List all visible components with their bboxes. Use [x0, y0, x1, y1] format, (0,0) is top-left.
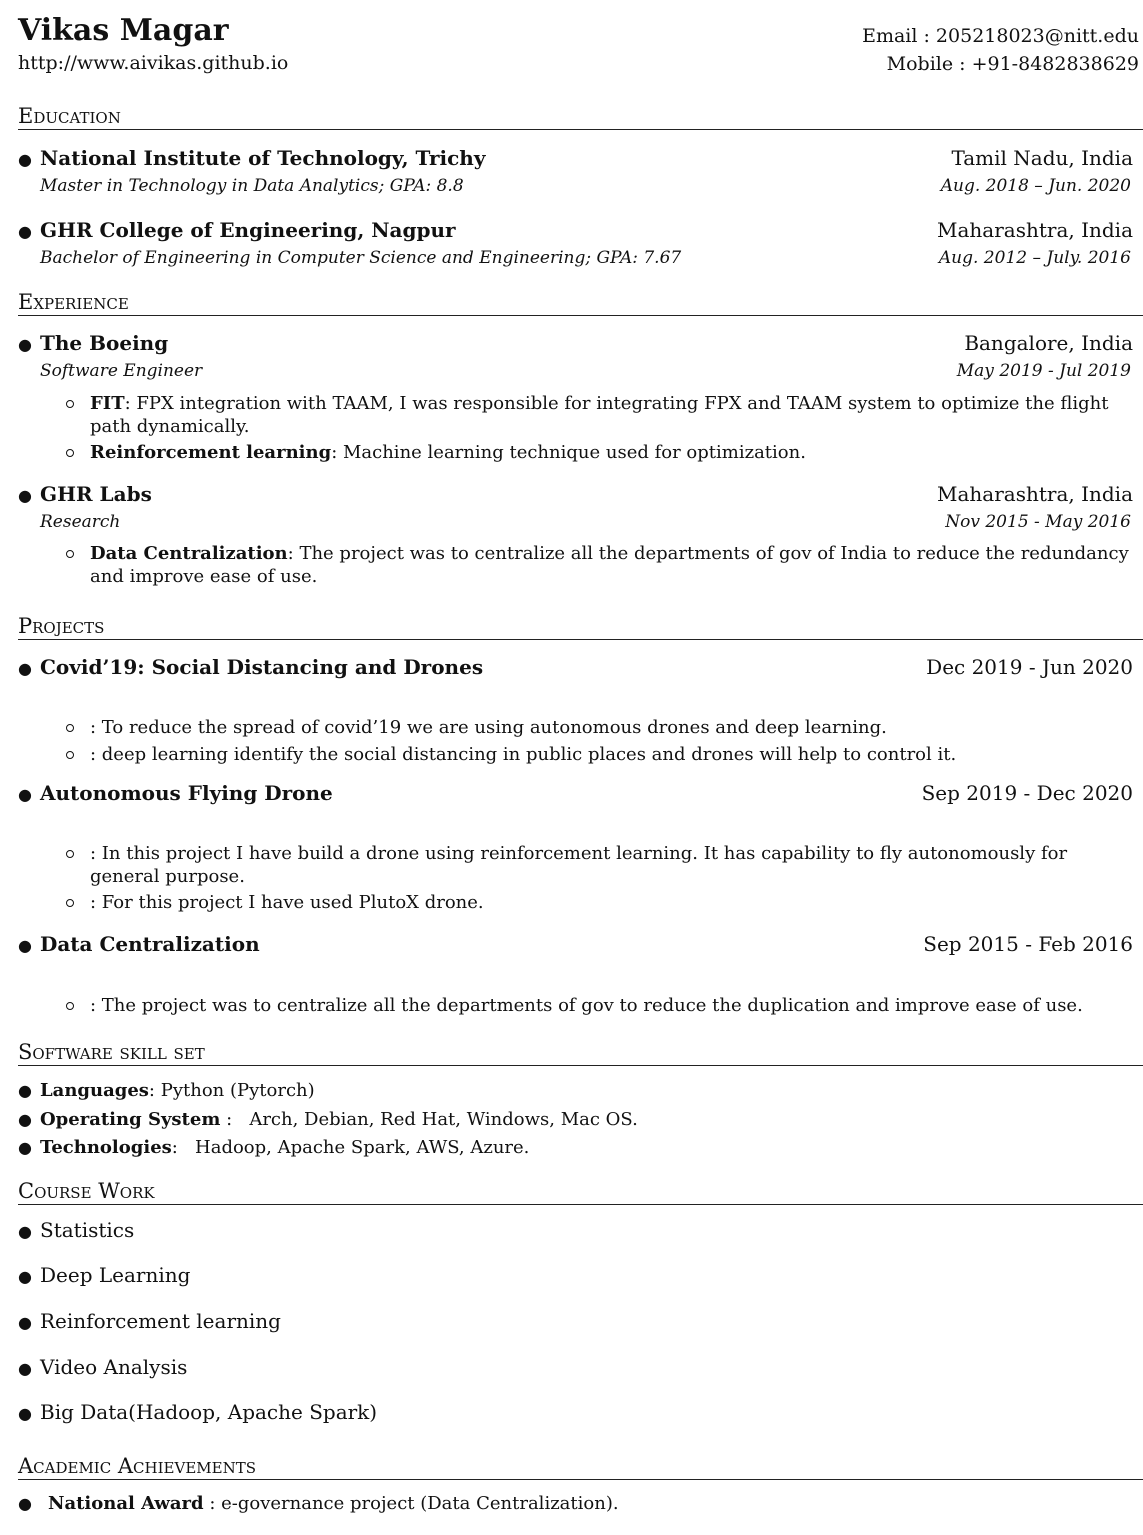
list-item: ● Video Analysis — [18, 1355, 188, 1379]
project-items — [66, 995, 1141, 1022]
bullet-icon: ● — [18, 785, 32, 804]
list-item: : In this project I have build a drone using reinforcement learning. It has capability to fly autonomously for general purpose. — [66, 843, 1141, 888]
project-entry — [18, 932, 1133, 958]
education-entry — [18, 218, 1133, 269]
company: The Boeing — [40, 331, 169, 355]
section-projects: Projects — [18, 614, 1143, 640]
bullet-icon: ● — [18, 1222, 32, 1241]
project-items — [66, 843, 1141, 919]
section-coursework: Course Work — [18, 1179, 1143, 1205]
location: Tamil Nadu, India — [951, 146, 1133, 170]
list-item: ● Reinforcement learning — [18, 1309, 281, 1333]
location: Maharashtra, India — [937, 482, 1133, 506]
institution: GHR College of Engineering, Nagpur — [40, 218, 456, 242]
education-entry — [18, 146, 1133, 197]
list-item: ● Languages : Python (Pytorch) — [18, 1080, 315, 1101]
list-item: FIT: FPX integration with TAAM, I was responsible for integrating FPX and TAAM system to optimize the flight path dynamically. — [66, 393, 1141, 438]
list-item: Reinforcement learning: Machine learning technique used for optimization. — [66, 442, 1141, 465]
dates: Sep 2015 - Feb 2016 — [923, 932, 1133, 956]
bullet-icon: ● — [18, 1109, 32, 1129]
project-title: Covid’19: Social Distancing and Drones — [40, 655, 484, 679]
bullet-icon: ● — [18, 1138, 32, 1157]
project-items — [66, 717, 1141, 770]
list-item: ● Statistics — [18, 1218, 135, 1242]
candidate-name: Vikas Magar — [18, 13, 229, 48]
bullet-icon: ● — [18, 222, 32, 241]
email[interactable]: Email : 205218023@nitt.edu — [862, 25, 1139, 47]
dates: May 2019 - Jul 2019 — [956, 360, 1131, 381]
circle-bullet-icon — [66, 850, 74, 858]
project-title: Autonomous Flying Drone — [40, 781, 333, 805]
location: Bangalore, India — [964, 331, 1133, 355]
dates: Aug. 2018 – Jun. 2020 — [940, 175, 1131, 196]
website-link[interactable]: http://www.aivikas.github.io — [18, 52, 289, 74]
section-skills: Software skill set — [18, 1040, 1143, 1066]
contact-info — [862, 22, 1139, 78]
bullet-icon: ● — [18, 1313, 32, 1332]
project-entry — [18, 781, 1133, 807]
bullet-icon: ● — [18, 1081, 32, 1100]
bullet-icon: ● — [18, 150, 32, 169]
dates: Aug. 2012 – July. 2016 — [938, 247, 1131, 268]
bullet-icon: ● — [18, 1494, 32, 1513]
bullet-icon: ● — [18, 936, 32, 955]
circle-bullet-icon — [66, 550, 74, 558]
experience-items — [66, 393, 1141, 469]
achievements-list — [18, 1493, 1133, 1516]
experience-entry — [18, 331, 1133, 382]
institution: National Institute of Technology, Trichy — [40, 146, 486, 170]
dates: Sep 2019 - Dec 2020 — [921, 781, 1133, 805]
bullet-icon: ● — [18, 1267, 32, 1286]
section-achievements: Academic Achievements — [18, 1454, 1143, 1480]
list-item: ● Deep Learning — [18, 1263, 191, 1287]
section-education: Education — [18, 104, 1143, 130]
experience-entry — [18, 482, 1133, 533]
circle-bullet-icon — [66, 400, 74, 408]
list-item: : For this project I have used PlutoX drone. — [66, 892, 1141, 915]
mobile: Mobile : +91-8482838629 — [886, 53, 1139, 75]
list-item: ● National Award : e-governance project (Data Centralization). — [18, 1493, 619, 1514]
bullet-icon: ● — [18, 335, 32, 354]
bullet-icon: ● — [18, 486, 32, 505]
list-item: ● Big Data(Hadoop, Apache Spark) — [18, 1400, 378, 1424]
circle-bullet-icon — [66, 1002, 74, 1010]
skills-list — [18, 1080, 1133, 1160]
section-experience: Experience — [18, 290, 1143, 316]
list-item: : deep learning identify the social distancing in public places and drones will help to control it. — [66, 744, 1141, 767]
list-item: Data Centralization: The project was to centralize all the departments of gov of India to reduce the redundancy and improve ease of use. — [66, 543, 1141, 588]
experience-items — [66, 543, 1141, 592]
bullet-icon: ● — [18, 1359, 32, 1378]
list-item: ● Operating System : Arch, Debian, Red Hat, Windows, Mac OS. — [18, 1108, 638, 1130]
list-item: : To reduce the spread of covid’19 we are using autonomous drones and deep learning. — [66, 717, 1141, 740]
circle-bullet-icon — [66, 724, 74, 732]
dates: Nov 2015 - May 2016 — [945, 511, 1131, 532]
project-entry — [18, 655, 1133, 681]
role: Research — [40, 511, 121, 532]
degree: Master in Technology in Data Analytics; GPA: 8.8 — [40, 175, 464, 196]
circle-bullet-icon — [66, 899, 74, 907]
circle-bullet-icon — [66, 449, 74, 457]
degree: Bachelor of Engineering in Computer Science and Engineering; GPA: 7.67 — [40, 247, 682, 268]
role: Software Engineer — [40, 360, 203, 381]
dates: Dec 2019 - Jun 2020 — [926, 655, 1133, 679]
bullet-icon: ● — [18, 659, 32, 678]
project-title: Data Centralization — [40, 932, 260, 956]
company: GHR Labs — [40, 482, 152, 506]
circle-bullet-icon — [66, 751, 74, 759]
bullet-icon: ● — [18, 1404, 32, 1423]
location: Maharashtra, India — [937, 218, 1133, 242]
list-item: : The project was to centralize all the departments of gov to reduce the duplication and improve ease of use. — [66, 995, 1141, 1018]
list-item: ● Technologies : Hadoop, Apache Spark, AWS, Azure. — [18, 1137, 530, 1158]
